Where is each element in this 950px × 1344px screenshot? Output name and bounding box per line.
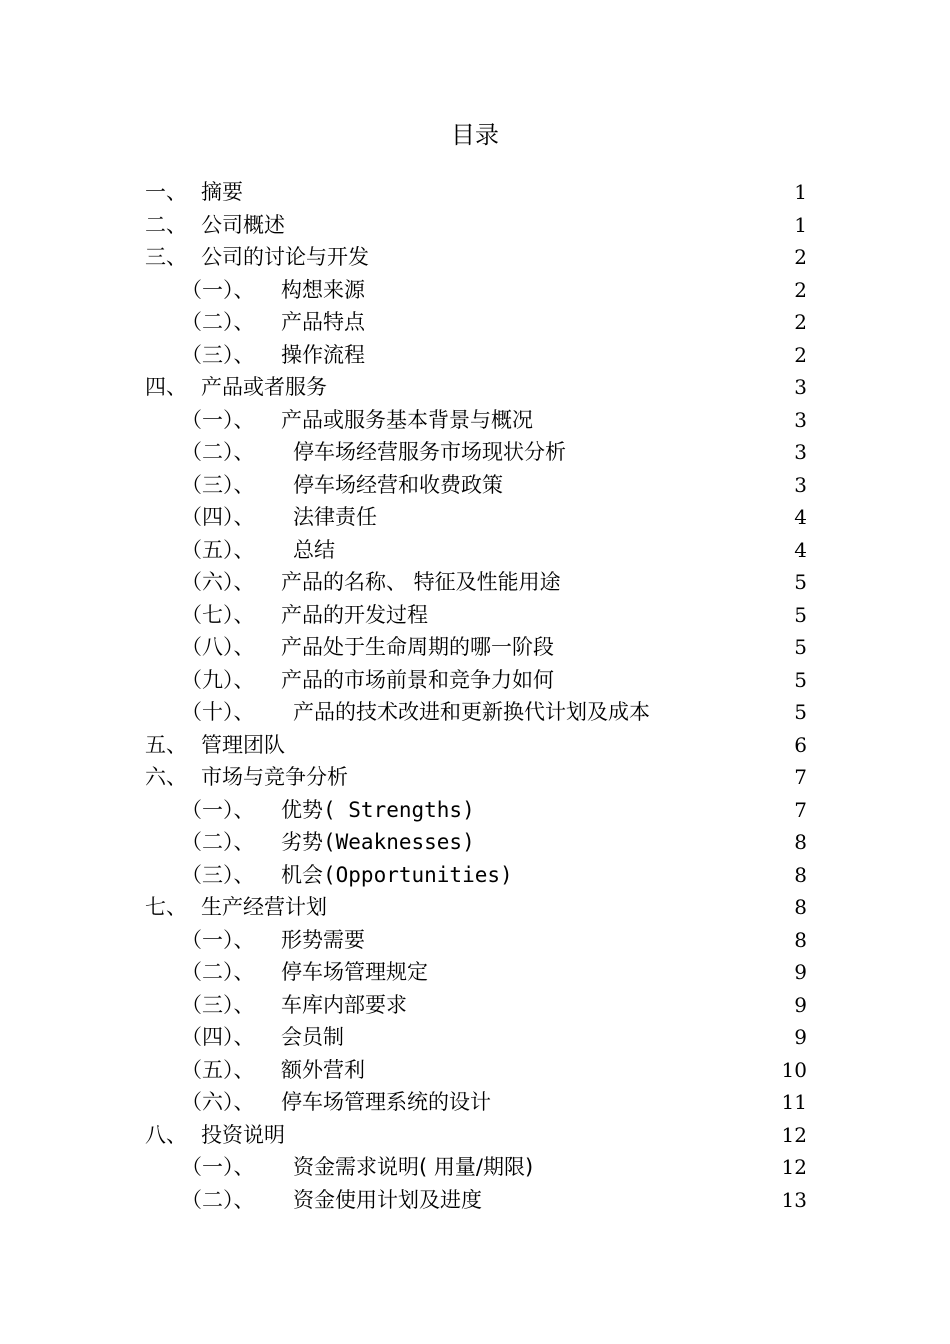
toc-page-number: 3	[794, 375, 807, 399]
toc-number: （二）、	[181, 310, 255, 334]
toc-page-number: 5	[794, 700, 807, 724]
toc-number: （八）、	[181, 635, 255, 659]
toc-page-number: 9	[794, 1025, 807, 1049]
toc-page-number: 5	[794, 570, 807, 594]
toc-page-number: 6	[794, 732, 807, 757]
toc-text: 产品的技术改进和更新换代计划及成本	[293, 700, 650, 724]
toc-text: 产品或服务基本背景与概况	[281, 407, 533, 432]
toc-number: 七、	[145, 895, 187, 919]
toc-page-number: 12	[781, 1155, 807, 1179]
toc-number: （三）、	[181, 472, 255, 497]
toc-subentry[interactable]	[145, 469, 807, 502]
toc-subentry[interactable]	[145, 631, 807, 664]
toc-number: 六、	[145, 765, 187, 789]
toc-text: 车库内部要求	[281, 992, 407, 1017]
toc-page-number: 8	[794, 927, 807, 952]
toc-subentry[interactable]	[145, 566, 807, 599]
toc-entry[interactable]	[145, 761, 807, 794]
toc-subentry[interactable]	[145, 696, 807, 729]
toc-text: 管理团队	[201, 732, 285, 757]
toc-page-number: 1	[794, 212, 807, 237]
toc-subentry[interactable]	[145, 794, 807, 827]
toc-text: 产品的开发过程	[281, 602, 428, 627]
toc-subentry[interactable]	[145, 924, 807, 957]
toc-page-number: 12	[781, 1122, 807, 1147]
toc-text: 产品的名称、 特征及性能用途	[281, 570, 561, 594]
toc-page-number: 7	[794, 765, 807, 789]
toc-page-number: 8	[794, 830, 807, 854]
toc-text: 产品特点	[281, 310, 365, 334]
toc-page-number: 13	[781, 1187, 807, 1212]
toc-subentry[interactable]	[145, 404, 807, 437]
toc-text: 操作流程	[281, 342, 365, 367]
toc-number: （一）、	[181, 1155, 255, 1179]
toc-page-number: 9	[794, 960, 807, 984]
toc-text: 摘要	[201, 180, 243, 204]
toc-text: 形势需要	[281, 927, 365, 952]
toc-page-number: 5	[794, 602, 807, 627]
toc-subentry[interactable]	[145, 1054, 807, 1087]
toc-page-number: 4	[794, 537, 807, 562]
toc-text: 会员制	[281, 1025, 344, 1049]
toc-text: 优势( Strengths)	[281, 797, 475, 822]
toc-text: 构想来源	[281, 277, 365, 302]
toc-text: 公司概述	[201, 212, 285, 237]
toc-entry[interactable]	[145, 241, 807, 274]
toc-text: 产品处于生命周期的哪一阶段	[281, 635, 554, 659]
toc-entry[interactable]	[145, 729, 807, 762]
toc-number: （四）、	[181, 1025, 255, 1049]
toc-text: 停车场管理系统的设计	[281, 1090, 491, 1114]
toc-text: 生产经营计划	[201, 895, 327, 919]
toc-text: 产品的市场前景和竞争力如何	[281, 667, 554, 692]
toc-entry[interactable]	[145, 1119, 807, 1152]
toc-text: 机会(Opportunities)	[281, 862, 513, 887]
toc-number: （二）、	[181, 440, 255, 464]
toc-subentry[interactable]	[145, 274, 807, 307]
toc-subentry[interactable]	[145, 436, 807, 469]
toc-text: 资金需求说明( 用量/期限)	[293, 1155, 534, 1179]
toc-number: （七）、	[181, 602, 255, 627]
toc-number: （一）、	[181, 407, 255, 432]
toc-subentry[interactable]	[145, 306, 807, 339]
toc-page-number: 5	[794, 667, 807, 692]
toc-number: （四）、	[181, 505, 255, 529]
toc-page-number: 8	[794, 862, 807, 887]
toc-number: （三）、	[181, 992, 255, 1017]
toc-number: （九）、	[181, 667, 255, 692]
toc-number: （二）、	[181, 1187, 255, 1212]
toc-page-number: 5	[794, 635, 807, 659]
toc-subentry[interactable]	[145, 501, 807, 534]
toc-subentry[interactable]	[145, 664, 807, 697]
toc-text: 停车场管理规定	[281, 960, 428, 984]
toc-number: （一）、	[181, 797, 255, 822]
toc-text: 额外营利	[281, 1057, 365, 1082]
toc-number: （五）、	[181, 1057, 255, 1082]
toc-text: 劣势(Weaknesses)	[281, 830, 475, 854]
toc-subentry[interactable]	[145, 599, 807, 632]
toc-subentry[interactable]	[145, 1184, 807, 1217]
toc-page-number: 10	[781, 1057, 807, 1082]
toc-number: （十）、	[181, 700, 255, 724]
toc-page-number: 1	[794, 180, 807, 204]
toc-page-number: 11	[781, 1090, 807, 1114]
toc-list	[145, 176, 807, 1216]
toc-page-number: 2	[794, 342, 807, 367]
toc-text: 资金使用计划及进度	[293, 1187, 482, 1212]
toc-number: （三）、	[181, 862, 255, 887]
toc-number: （二）、	[181, 960, 255, 984]
toc-text: 停车场经营和收费政策	[293, 472, 503, 497]
toc-number: （三）、	[181, 342, 255, 367]
toc-text: 停车场经营服务市场现状分析	[293, 440, 566, 464]
toc-page-number: 4	[794, 505, 807, 529]
toc-page-number: 2	[794, 245, 807, 269]
toc-number: （五）、	[181, 537, 255, 562]
toc-text: 公司的讨论与开发	[201, 245, 369, 269]
toc-number: 一、	[145, 180, 187, 204]
toc-text: 法律责任	[293, 505, 377, 529]
toc-number: 五、	[145, 732, 187, 757]
toc-entry[interactable]	[145, 891, 807, 924]
toc-number: （一）、	[181, 927, 255, 952]
toc-page-number: 3	[794, 407, 807, 432]
toc-text: 市场与竞争分析	[201, 765, 348, 789]
toc-text: 投资说明	[201, 1122, 285, 1147]
toc-number: （六）、	[181, 570, 255, 594]
toc-subentry[interactable]	[145, 859, 807, 892]
toc-page-number: 9	[794, 992, 807, 1017]
toc-subentry[interactable]	[145, 1021, 807, 1054]
toc-number: 三、	[145, 245, 187, 269]
toc-subentry[interactable]	[145, 1086, 807, 1119]
toc-page-number: 3	[794, 472, 807, 497]
toc-subentry[interactable]	[145, 989, 807, 1022]
toc-entry[interactable]	[145, 176, 807, 209]
toc-subentry[interactable]	[145, 826, 807, 859]
toc-page-number: 2	[794, 310, 807, 334]
toc-number: （一）、	[181, 277, 255, 302]
toc-text: 产品或者服务	[201, 375, 327, 399]
toc-text: 总结	[293, 537, 335, 562]
toc-page-number: 7	[794, 797, 807, 822]
toc-subentry[interactable]	[145, 1151, 807, 1184]
toc-page-number: 8	[794, 895, 807, 919]
page-title: 目录	[451, 121, 499, 149]
toc-subentry[interactable]	[145, 534, 807, 567]
toc-number: 八、	[145, 1122, 187, 1147]
toc-number: 二、	[145, 212, 187, 237]
toc-number: （六）、	[181, 1090, 255, 1114]
toc-page-number: 3	[794, 440, 807, 464]
toc-page-number: 2	[794, 277, 807, 302]
toc-subentry[interactable]	[145, 339, 807, 372]
toc-subentry[interactable]	[145, 956, 807, 989]
toc-entry[interactable]	[145, 371, 807, 404]
toc-number: 四、	[145, 375, 187, 399]
toc-entry[interactable]	[145, 209, 807, 242]
toc-number: （二）、	[181, 830, 255, 854]
